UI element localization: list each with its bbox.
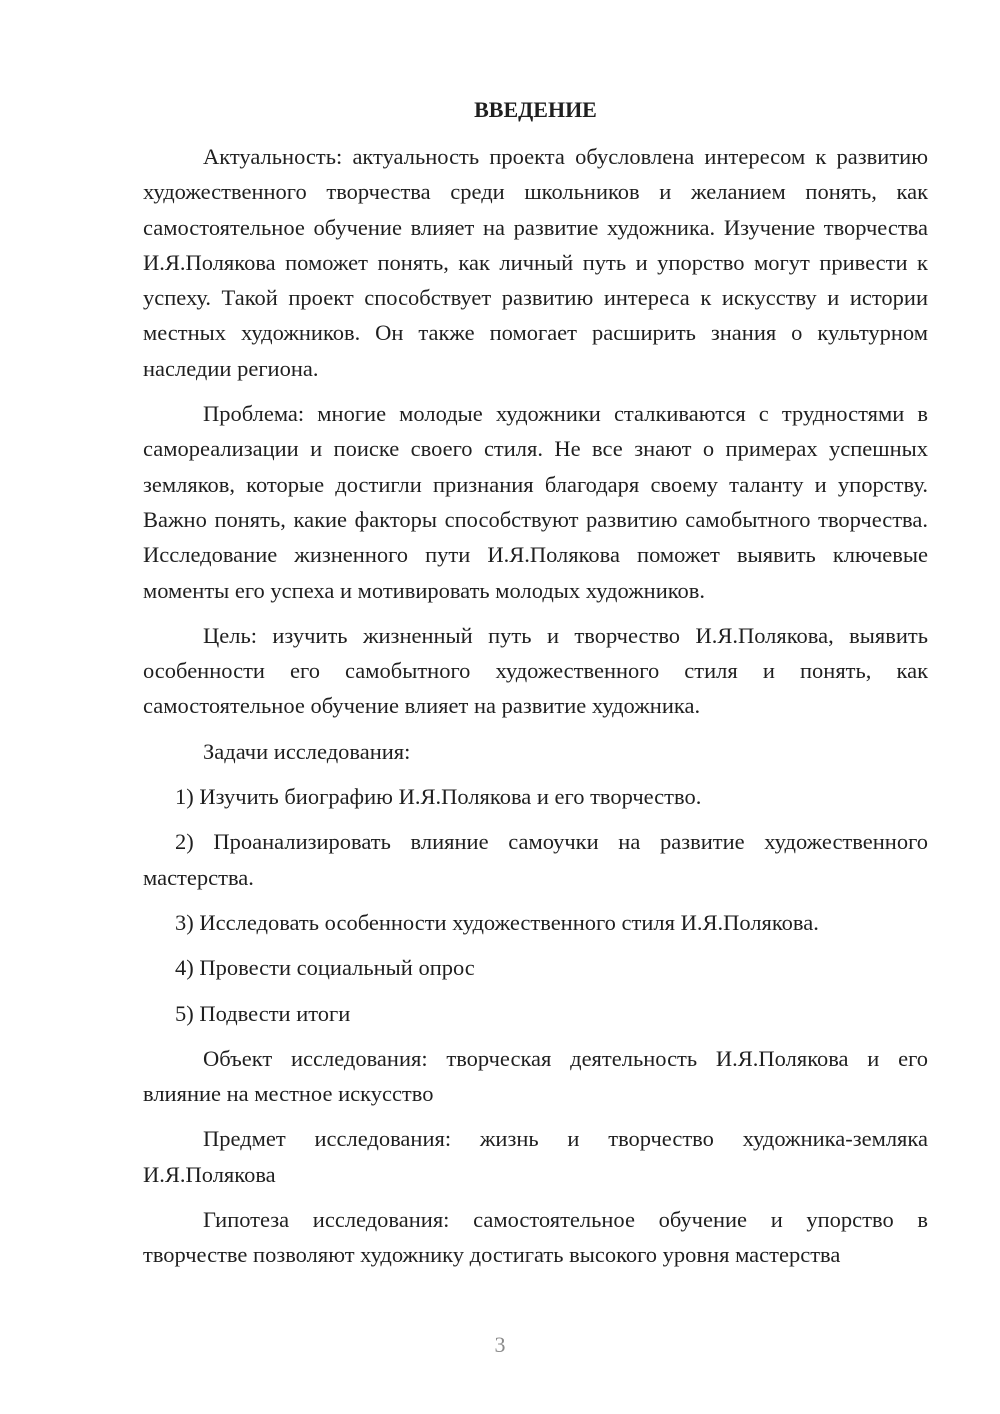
document-page bbox=[143, 92, 928, 1273]
paragraph-hypothesis: Гипотеза исследования: самостоятельное обучение и упорство в творчестве позволяют художнику достигать высокого уровня мастерства bbox=[143, 1207, 928, 1268]
paragraph-goal: Цель: изучить жизненный путь и творчество И.Я.Полякова, выявить особенности его самобытного художественного стиля и понять, как самостоятельное обучение влияет на развитие художника. bbox=[143, 622, 928, 719]
task-item: 1) Изучить биографию И.Я.Полякова и его творчество. bbox=[175, 784, 702, 810]
paragraph-object: Объект исследования: творческая деятельность И.Я.Полякова и его влияние на местное искусство bbox=[143, 1045, 928, 1107]
paragraph-tasks-heading: Задачи исследования: bbox=[203, 738, 411, 764]
paragraph-subject: Предмет исследования: жизнь и творчество художника-земляка И.Я.Полякова bbox=[143, 1126, 928, 1187]
page-number: 3 bbox=[494, 1332, 506, 1357]
task-item: 5) Подвести итоги bbox=[175, 1000, 351, 1026]
task-item: 4) Провести социальный опрос bbox=[175, 955, 475, 981]
paragraph-problem: Проблема: многие молодые художники сталкиваются с трудностями в самореализации и поиске своего стиля. Не все знают о примерах успешных земляков, которые достигли признания благодаря своему таланту и упорству. Важно понять, какие факторы способствуют развитию самобытного творчества. Исследование жизненного пути И.Я.Полякова поможет выявить ключевые моменты его успеха и мотивировать молодых художников. bbox=[143, 401, 928, 603]
paragraph-relevance: Актуальность: актуальность проекта обусловлена интересом к развитию художественного творчества среди школьников и желанием понять, как самостоятельное обучение влияет на развитие художника. Изучение творчества И.Я.Полякова поможет понять, как личный путь и упорство могут привести к успеху. Такой проект способствует развитию интереса к искусству и истории местных художников. Он также помогает расширить знания о культурном наследии региона. bbox=[143, 144, 928, 381]
page-title: ВВЕДЕНИЕ bbox=[474, 97, 597, 122]
task-item: 2) Проанализировать влияние самоучки на развитие художественного мастерства. bbox=[143, 829, 928, 890]
task-item: 3) Исследовать особенности художественного стиля И.Я.Полякова. bbox=[175, 909, 819, 935]
